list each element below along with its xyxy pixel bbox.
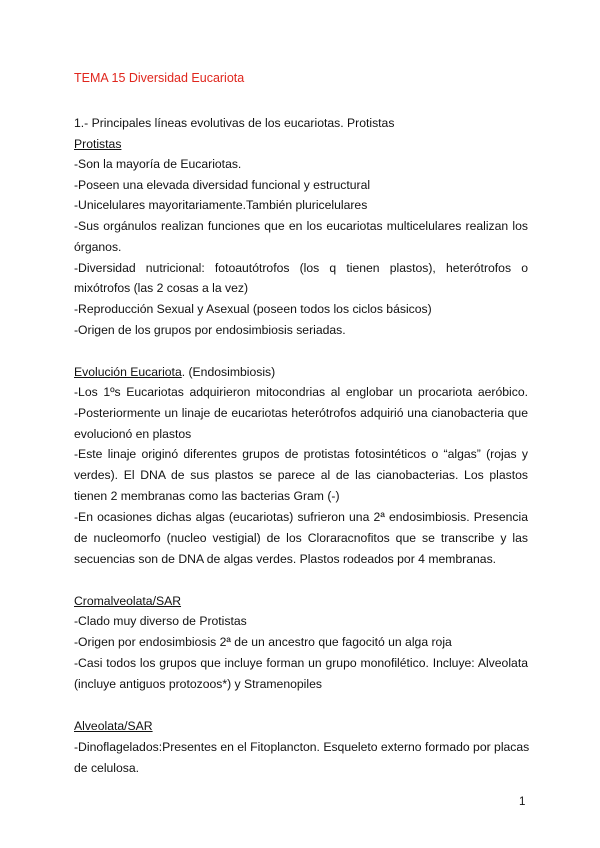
section2-heading-underlined: Evolución Eucariota: [74, 365, 182, 379]
section1-line: -Son la mayoría de Eucariotas.: [74, 157, 242, 171]
section2-line: -En ocasiones dichas algas (eucariotas) sufrieron una 2ª endosimbiosis. Presencia: [74, 510, 528, 524]
section3-line: -Origen por endosimbiosis 2ª de un ancestro que fagocitó un alga roja: [74, 635, 452, 649]
page-number: 1: [519, 796, 526, 808]
section3-line: (incluye antiguos protozoos*) y Stramenopiles: [74, 677, 322, 691]
section2-heading-rest: . (Endosimbiosis): [181, 365, 276, 379]
section2-line: secuencias son de DNA de algas verdes. Plastos rodeados por 4 membranas.: [74, 552, 497, 566]
section3-heading: Cromalveolata/SAR: [74, 594, 182, 608]
section4-heading: Alveolata/SAR: [74, 719, 153, 733]
section1-line: -Unicelulares mayoritariamente.También pluricelulares: [74, 198, 368, 212]
section2-line: tienen 2 membranas como las bacterias Gram (-): [74, 489, 340, 503]
section1-line: -Poseen una elevada diversidad funcional y estructural: [74, 178, 371, 192]
section2-line: -Este linaje originó diferentes grupos de protistas fotosintéticos o “algas” (rojas y: [74, 447, 528, 461]
section1-line: -Origen de los grupos por endosimbiosis seriadas.: [74, 323, 346, 337]
section1-line: mixótrofos (las 2 cosas a la vez): [74, 281, 249, 295]
section3-line: -Casi todos los grupos que incluye forman un grupo monofilético. Incluye: Alveolata: [74, 656, 528, 670]
section2-line: de nucleomorfo (nucleo vestigial) de los Cloraracnofitos que se transcribe y las: [74, 531, 528, 545]
section1-line: órganos.: [74, 240, 122, 254]
section3-line: -Clado muy diverso de Protistas: [74, 614, 247, 628]
document-title: TEMA 15 Diversidad Eucariota: [74, 71, 245, 85]
section1-subheading: Protistas: [74, 137, 122, 151]
section2-line: -Los 1ºs Eucariotas adquirieron mitocondrias al englobar un procariota aeróbico.: [74, 385, 528, 399]
section1-line: -Sus orgánulos realizan funciones que en los eucariotas multicelulares realizan los: [74, 219, 528, 233]
section2-line: -Posteriormente un linaje de eucariotas heterótrofos adquirió una cianobacteria que: [74, 406, 528, 420]
section2-line: evolucionó en plastos: [74, 427, 192, 441]
section4-line: de celulosa.: [74, 761, 140, 775]
section1-heading: 1.- Principales líneas evolutivas de los eucariotas. Protistas: [74, 116, 395, 130]
section1-line: -Diversidad nutricional: fotoautótrofos (los q tienen plastos), heterótrofos o: [74, 261, 528, 275]
section2-line: verdes). El DNA de sus plastos se parece al de las cianobacterias. Los plastos: [74, 468, 528, 482]
section1-line: -Reproducción Sexual y Asexual (poseen todos los ciclos básicos): [74, 302, 432, 316]
section4-line: -Dinoflagelados:Presentes en el Fitoplancton. Esqueleto externo formado por placas: [74, 740, 530, 754]
section2-heading: [74, 364, 528, 380]
